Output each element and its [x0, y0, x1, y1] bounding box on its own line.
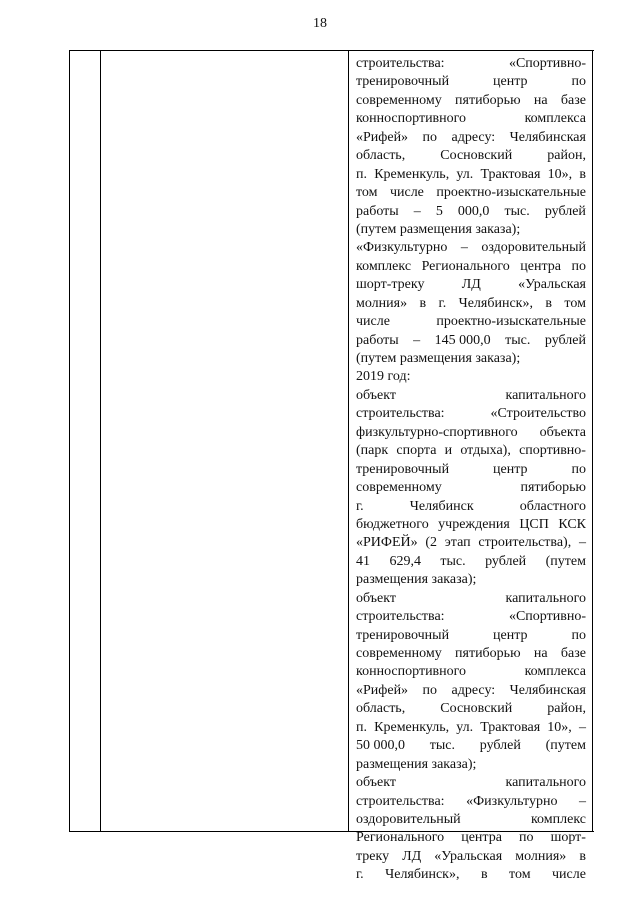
word: (2: [425, 535, 438, 551]
word: тыс.: [504, 203, 530, 219]
word: по: [571, 627, 586, 643]
word: работы: [356, 203, 399, 219]
word: (путем: [545, 553, 586, 569]
word: шорт-: [550, 830, 586, 846]
word: тренировочный: [356, 74, 450, 90]
text-line: [356, 663, 586, 681]
word: район,: [547, 701, 586, 717]
text-line: [356, 313, 586, 331]
word: по: [519, 830, 534, 846]
word: том: [509, 867, 531, 883]
word: центр: [493, 461, 528, 477]
word: базе: [560, 646, 586, 661]
word: в: [545, 295, 553, 311]
word: физкультурно-спортивного: [356, 424, 518, 440]
word: Сосновский: [440, 148, 513, 164]
word: адресу:: [451, 129, 496, 145]
word: молния»: [356, 295, 408, 311]
word: в: [480, 867, 488, 883]
word: центра: [520, 258, 561, 274]
word: объект: [356, 590, 396, 606]
word: ЦСП: [519, 516, 549, 532]
word: ул.: [456, 719, 474, 735]
word: в: [579, 166, 586, 182]
word: рублей: [544, 332, 586, 348]
word: шорт-треку: [356, 277, 425, 293]
text-line: [356, 295, 586, 313]
text-line: [356, 534, 586, 552]
word: 145 000,0: [434, 332, 491, 348]
word: Трактовая: [480, 719, 541, 735]
word: Регионального: [356, 830, 445, 846]
word: –: [413, 203, 421, 219]
word: оздоровительный: [481, 240, 586, 256]
word: строительства:: [356, 56, 445, 71]
text-line: [356, 92, 586, 110]
word: (путем размещения заказа);: [356, 221, 521, 237]
column-border: [348, 51, 349, 831]
word: п.: [356, 166, 367, 182]
text-line: [356, 368, 586, 386]
word: объекта: [539, 424, 586, 440]
word: и: [444, 443, 453, 459]
text-line: [356, 627, 586, 645]
text-line: [356, 829, 586, 847]
word: Трактовая: [480, 166, 541, 182]
word: «Рифей»: [356, 129, 409, 145]
text-line: [356, 498, 586, 516]
word: тыс.: [440, 553, 466, 569]
table: [69, 50, 594, 883]
word: на: [533, 646, 548, 661]
word: область,: [356, 701, 406, 717]
word: объект: [356, 387, 396, 403]
word: г.: [356, 867, 364, 883]
word: область,: [356, 148, 406, 164]
word: объект: [356, 775, 396, 791]
text-line: [356, 73, 586, 91]
text-line: [356, 608, 586, 626]
word: конноспортивного: [356, 664, 467, 680]
text-line: [356, 258, 586, 276]
word: строительства),: [478, 535, 572, 551]
word: по: [571, 461, 586, 477]
word: ЛД: [461, 277, 481, 293]
word: современному: [356, 92, 442, 108]
text-line: [356, 405, 586, 423]
word: (парк: [356, 443, 389, 459]
word: Челябинск»,: [458, 295, 533, 311]
text-line: [356, 682, 586, 700]
word: областного: [519, 498, 586, 514]
word: 50 000,0: [356, 738, 405, 754]
word: (путем: [545, 738, 586, 754]
word: «Спортивно-: [508, 56, 586, 71]
word: Челябинск: [409, 498, 474, 514]
word: работы: [356, 332, 399, 348]
text-line: [356, 479, 586, 497]
word: числе: [356, 314, 390, 330]
word: современному: [356, 646, 442, 661]
word: Челябинская: [509, 129, 586, 145]
text-line: [356, 147, 586, 165]
word: район,: [547, 148, 586, 164]
text-line: [356, 737, 586, 755]
word: г.: [438, 295, 447, 311]
word: капитального: [505, 590, 586, 606]
text-line: [356, 590, 586, 608]
word: строительства:: [356, 406, 445, 422]
word: в: [419, 295, 427, 311]
text-line: [356, 553, 586, 571]
word: комплекса: [524, 664, 586, 680]
word: тыс.: [429, 738, 455, 754]
text-line: [356, 55, 586, 73]
text-line: [356, 793, 586, 811]
text-line: [356, 719, 586, 737]
word: размещения заказа);: [356, 756, 477, 772]
word: учреждения: [438, 516, 510, 532]
word: 41: [356, 553, 370, 569]
word: тренировочный: [356, 627, 450, 643]
word: рублей: [485, 553, 527, 569]
word: 5: [435, 203, 443, 219]
table-cell-number: [69, 51, 100, 831]
word: рублей: [544, 203, 586, 219]
word: Челябинск»,: [385, 867, 460, 883]
word: 2019 год:: [356, 369, 411, 385]
word: современному: [356, 480, 442, 496]
page-number: 18: [313, 16, 327, 31]
word: комплекс: [356, 258, 412, 274]
word: «Физкультурно: [356, 240, 448, 256]
word: ЛД: [402, 848, 422, 864]
word: по: [422, 682, 438, 698]
word: центр: [493, 74, 528, 90]
word: –: [579, 793, 586, 809]
text-line: [356, 811, 586, 829]
word: базе: [560, 92, 586, 108]
word: по: [571, 258, 586, 274]
word: треку: [356, 848, 390, 864]
text-line: [356, 848, 586, 866]
word: –: [578, 719, 586, 735]
word: на: [533, 92, 548, 108]
word: «Уральская: [434, 848, 503, 864]
word: (путем размещения заказа);: [356, 351, 521, 366]
text-line: [356, 645, 586, 663]
word: рублей: [479, 738, 521, 754]
word: комплекс: [530, 811, 586, 827]
text-line: [356, 387, 586, 405]
word: тренировочный: [356, 461, 450, 477]
word: по: [571, 74, 586, 90]
text-line: [356, 350, 586, 368]
word: Регионального: [421, 258, 510, 274]
word: адресу:: [451, 682, 496, 698]
word: Кременкуль,: [374, 719, 450, 735]
word: –: [578, 535, 586, 551]
text-line: [356, 184, 586, 202]
word: тыс.: [505, 332, 531, 348]
word: центр: [493, 627, 528, 643]
word: пятиборью: [455, 92, 521, 108]
text-line: [356, 516, 586, 534]
word: размещения заказа);: [356, 572, 477, 588]
text-line: [356, 866, 586, 884]
word: числе: [552, 867, 586, 883]
word: 10»,: [547, 166, 573, 182]
word: капитального: [505, 387, 586, 403]
word: «Спортивно-: [508, 609, 586, 625]
table-cell-name: [100, 51, 348, 831]
word: пятиборью: [455, 646, 521, 661]
word: молния»: [515, 848, 567, 864]
word: «Уральская: [518, 277, 586, 293]
word: этап: [444, 535, 471, 551]
text-line: [356, 239, 586, 257]
word: «Физкультурно: [466, 793, 558, 809]
word: «РИФЕЙ»: [356, 535, 418, 551]
text-line: [356, 774, 586, 792]
word: «Рифей»: [356, 682, 409, 698]
word: в: [579, 848, 586, 864]
table-cell-text: [356, 55, 586, 885]
text-line: [356, 700, 586, 718]
word: числе: [389, 185, 424, 201]
word: проектно-изыскательные: [436, 185, 586, 201]
word: конноспортивного: [356, 111, 467, 127]
word: 629,4: [389, 553, 421, 569]
text-line: [356, 571, 586, 589]
word: строительства:: [356, 609, 445, 625]
text-line: [356, 461, 586, 479]
text-line: [356, 110, 586, 128]
column-border: [592, 51, 593, 831]
text-line: [356, 442, 586, 460]
word: строительства:: [356, 793, 445, 809]
word: Кременкуль,: [374, 166, 450, 182]
word: бюджетного: [356, 516, 429, 532]
word: –: [413, 332, 421, 348]
text-line: [356, 276, 586, 294]
word: спортивно-: [519, 443, 586, 459]
word: комплекса: [524, 111, 586, 127]
word: КСК: [558, 516, 586, 532]
word: –: [460, 240, 468, 256]
word: отдыха),: [460, 443, 511, 459]
word: центра: [461, 830, 502, 846]
word: Сосновский: [440, 701, 513, 717]
text-line: [356, 332, 586, 350]
word: капитального: [505, 775, 586, 791]
word: по: [422, 129, 438, 145]
text-line: [356, 221, 586, 239]
word: проектно-изыскательные: [436, 314, 586, 330]
word: оздоровительный: [356, 811, 461, 827]
word: 10»,: [547, 719, 572, 735]
word: п.: [356, 719, 367, 735]
text-line: [356, 424, 586, 442]
text-line: [356, 203, 586, 221]
word: «Строительство: [490, 406, 586, 422]
word: том: [356, 185, 378, 201]
text-line: [356, 129, 586, 147]
text-line: [356, 756, 586, 774]
word: 000,0: [457, 203, 490, 219]
word: ул.: [456, 166, 474, 182]
word: том: [564, 295, 586, 311]
word: спорта: [396, 443, 437, 459]
text-line: [356, 166, 586, 184]
word: пятиборью: [520, 480, 586, 496]
word: г.: [356, 498, 364, 514]
word: Челябинская: [509, 682, 586, 698]
